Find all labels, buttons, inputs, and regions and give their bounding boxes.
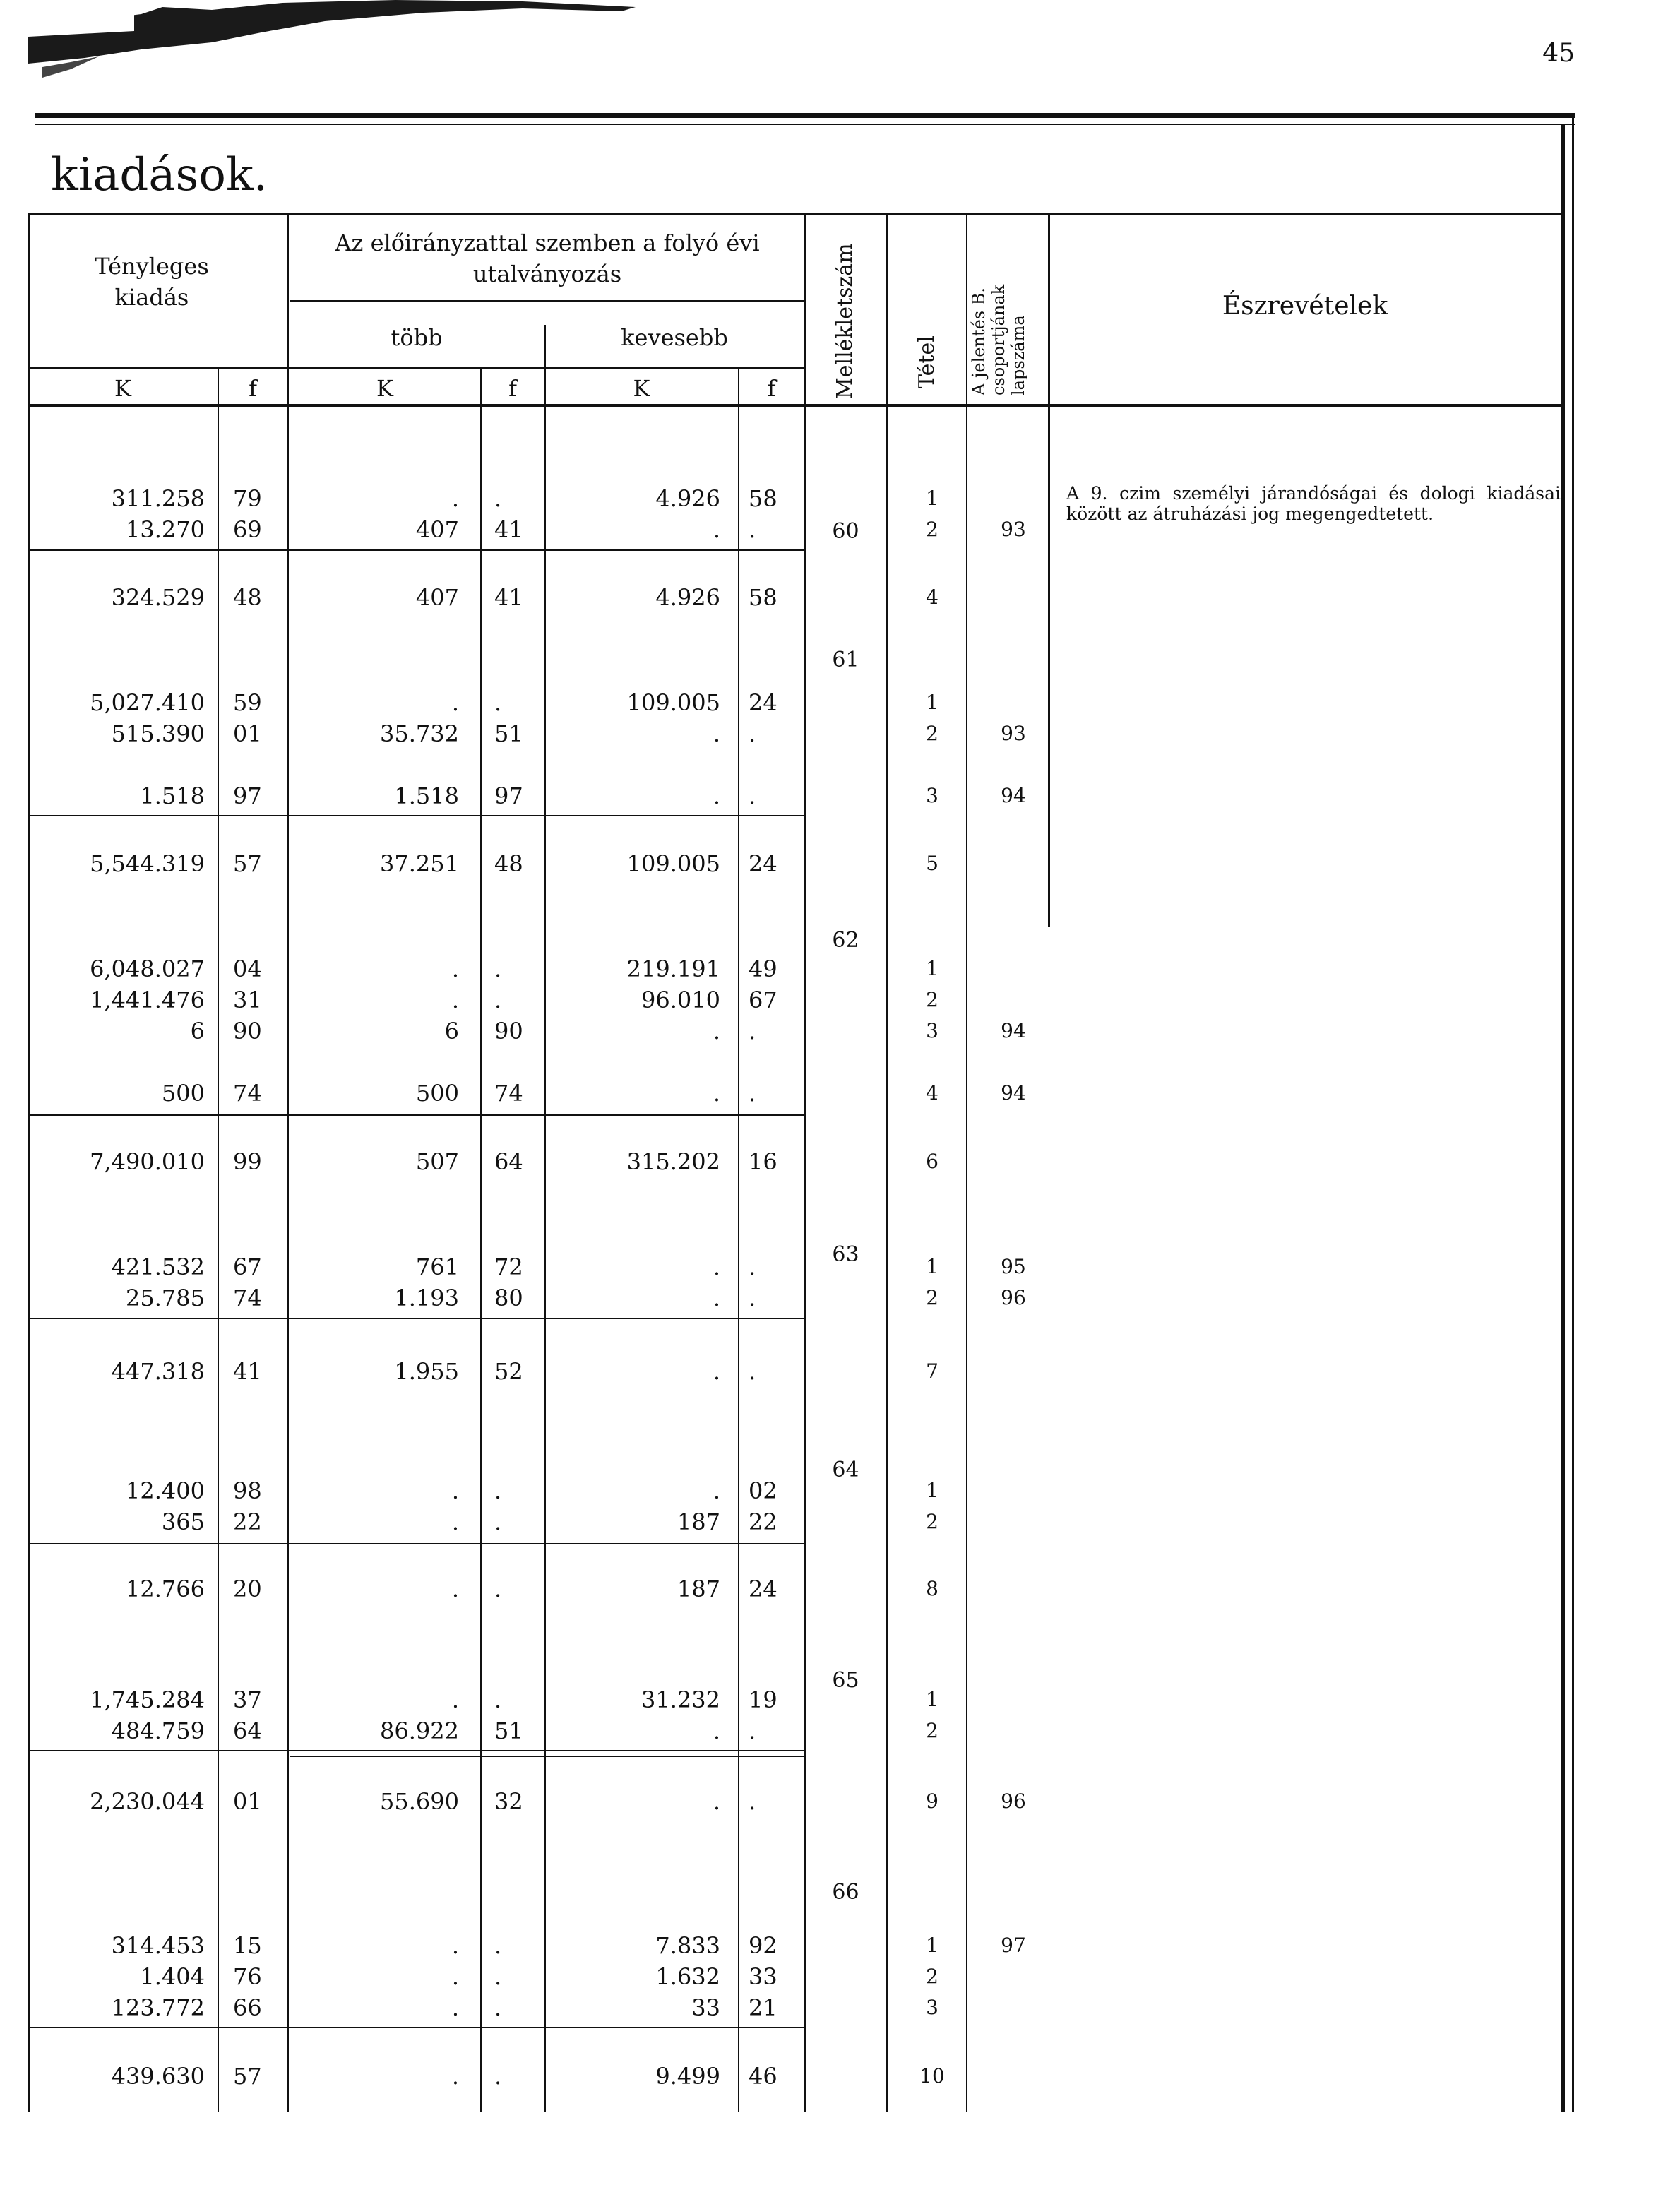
cell-t: 1: [926, 1255, 939, 1278]
unit-k: K: [633, 375, 650, 402]
cell-kk: .: [713, 1254, 720, 1280]
cell-f: 74: [233, 1080, 262, 1107]
cell-tk: .: [451, 1932, 459, 1959]
cell-t: 4: [926, 585, 939, 609]
cell-t: 5: [926, 852, 939, 875]
cell-lap: 93: [1001, 518, 1026, 541]
cell-lap: 97: [1001, 1934, 1026, 1957]
unit-k: K: [114, 375, 131, 402]
cell-kk: .: [713, 1788, 720, 1815]
cell-lap: 94: [1001, 1019, 1026, 1042]
melleklet-number: 63: [832, 1242, 859, 1267]
cell-kf: 19: [749, 1686, 778, 1713]
separator-line-double: [290, 1756, 804, 1757]
cell-k: 13.270: [126, 516, 205, 543]
cell-lap: 93: [1001, 722, 1026, 745]
scan-artifact: [28, 0, 664, 78]
cell-kk: .: [713, 720, 720, 747]
cell-k: 421.532: [111, 1254, 205, 1280]
cell-t: 10: [919, 2064, 945, 2088]
col-line: [544, 325, 546, 2112]
cell-k: 12.400: [126, 1477, 205, 1504]
cell-t: 2: [926, 988, 939, 1011]
cell-kk: .: [713, 1477, 720, 1504]
cell-t: 7: [926, 1359, 939, 1383]
cell-tf: 48: [494, 850, 523, 877]
cell-kk: 1.632: [655, 1963, 720, 1990]
cell-tk: .: [451, 1963, 459, 1990]
cell-t: 2: [926, 518, 939, 541]
cell-f: 66: [233, 1994, 262, 2021]
cell-tk: 37.251: [380, 850, 459, 877]
cell-kk: 4.926: [655, 485, 720, 512]
col-line: [966, 213, 967, 2112]
cell-f: 31: [233, 987, 262, 1013]
cell-f: 15: [233, 1932, 262, 1959]
unit-f: f: [508, 375, 517, 402]
page-title: kiadások.: [51, 149, 268, 201]
cell-t: 2: [926, 1719, 939, 1742]
cell-tf: .: [494, 485, 502, 512]
header-tobb: több: [391, 324, 443, 351]
cell-kk: 33: [691, 1994, 720, 2021]
unit-k: K: [376, 375, 393, 402]
cell-kf: 67: [749, 987, 778, 1013]
cell-f: 01: [233, 720, 262, 747]
header-eszrevetelek: Észrevételek: [1222, 292, 1388, 321]
cell-f: 69: [233, 516, 262, 543]
cell-tf: 41: [494, 584, 523, 611]
cell-t: 1: [926, 691, 939, 714]
cell-kf: 24: [749, 1576, 778, 1602]
cell-f: 57: [233, 2063, 262, 2090]
cell-kf: 33: [749, 1963, 778, 1990]
remark-note: A 9. czim személyi járandóságai és dologi kiadásai között az átruházási jog megengedtetett.: [1066, 483, 1561, 524]
cell-f: 22: [233, 1508, 262, 1535]
cell-lap: 95: [1001, 1255, 1026, 1278]
table-top-rule: [28, 213, 1564, 215]
cell-kk: 96.010: [641, 987, 720, 1013]
cell-t: 3: [926, 1996, 939, 2019]
header-eloiranyzat: Az előirányzattal szemben a folyó évi utalványozás: [335, 230, 760, 287]
cell-kf: .: [749, 1254, 756, 1280]
page-number: 45: [1542, 39, 1575, 68]
cell-tk: 55.690: [380, 1788, 459, 1815]
cell-kf: .: [749, 1788, 756, 1815]
cell-kf: .: [749, 1018, 756, 1044]
col-line: [480, 367, 482, 2112]
cell-k: 123.772: [111, 1994, 205, 2021]
cell-k: 5,544.319: [90, 850, 205, 877]
cell-kf: 46: [749, 2063, 778, 2090]
cell-t: 1: [926, 487, 939, 510]
cell-lap: 96: [1001, 1286, 1026, 1309]
cell-f: 59: [233, 689, 262, 716]
cell-lap: 94: [1001, 784, 1026, 807]
header-jelentes-2: csoportjának: [989, 284, 1008, 395]
cell-k: 515.390: [111, 720, 205, 747]
cell-kf: .: [749, 516, 756, 543]
cell-k: 500: [161, 1080, 205, 1107]
separator-line: [28, 1318, 804, 1319]
cell-tk: 86.922: [380, 1717, 459, 1744]
cell-kf: .: [749, 720, 756, 747]
cell-k: 314.453: [111, 1932, 205, 1959]
cell-f: 41: [233, 1358, 262, 1385]
cell-kk: 315.202: [626, 1148, 720, 1175]
melleklet-number: 66: [832, 1880, 859, 1905]
cell-tk: 407: [415, 516, 459, 543]
cell-t: 8: [926, 1577, 939, 1600]
cell-k: 5,027.410: [90, 689, 205, 716]
cell-kf: 02: [749, 1477, 778, 1504]
cell-kk: .: [713, 782, 720, 809]
cell-k: 1,745.284: [90, 1686, 205, 1713]
melleklet-number: 62: [832, 928, 859, 953]
cell-tf: .: [494, 1963, 502, 1990]
cell-tf: .: [494, 987, 502, 1013]
cell-kk: 219.191: [626, 955, 720, 982]
cell-kf: 21: [749, 1994, 778, 2021]
cell-tf: 90: [494, 1018, 523, 1044]
cell-t: 3: [926, 1019, 939, 1042]
cell-k: 6,048.027: [90, 955, 205, 982]
cell-tk: 1.518: [394, 782, 459, 809]
cell-kf: 24: [749, 689, 778, 716]
cell-k: 1.518: [140, 782, 205, 809]
cell-kf: 58: [749, 485, 778, 512]
cell-kk: .: [713, 1285, 720, 1311]
cell-kk: 109.005: [626, 689, 720, 716]
cell-kk: 4.926: [655, 584, 720, 611]
separator-line: [28, 1750, 804, 1751]
cell-tk: 1.193: [394, 1285, 459, 1311]
cell-kk: 187: [677, 1508, 720, 1535]
cell-k: 25.785: [126, 1285, 205, 1311]
header-bottom-rule: [28, 404, 1564, 407]
cell-kf: .: [749, 782, 756, 809]
cell-k: 311.258: [111, 485, 205, 512]
cell-tk: .: [451, 689, 459, 716]
cell-kf: .: [749, 1358, 756, 1385]
cell-f: 98: [233, 1477, 262, 1504]
header-jelentes-3: lapszáma: [1008, 315, 1028, 395]
cell-kk: 31.232: [641, 1686, 720, 1713]
cell-kf: 58: [749, 584, 778, 611]
col-line: [886, 213, 888, 2112]
cell-t: 2: [926, 722, 939, 745]
header-kevesebb: kevesebb: [621, 324, 728, 351]
cell-k: 324.529: [111, 584, 205, 611]
cell-tk: 507: [415, 1148, 459, 1175]
cell-f: 67: [233, 1254, 262, 1280]
cell-kk: 187: [677, 1576, 720, 1602]
cell-tk: 6: [444, 1018, 459, 1044]
cell-k: 439.630: [111, 2063, 205, 2090]
cell-tk: 761: [415, 1254, 459, 1280]
cell-f: 57: [233, 850, 262, 877]
cell-k: 447.318: [111, 1358, 205, 1385]
right-border-inner: [1572, 113, 1574, 2112]
cell-t: 1: [926, 957, 939, 980]
cell-tk: .: [451, 2063, 459, 2090]
cell-kk: 109.005: [626, 850, 720, 877]
cell-k: 6: [190, 1018, 205, 1044]
cell-tk: 1.955: [394, 1358, 459, 1385]
cell-f: 76: [233, 1963, 262, 1990]
header-tetel: Tétel: [915, 335, 939, 388]
separator-line: [28, 2027, 804, 2028]
cell-kf: .: [749, 1285, 756, 1311]
cell-tf: 72: [494, 1254, 523, 1280]
cell-f: 90: [233, 1018, 262, 1044]
cell-t: 2: [926, 1510, 939, 1533]
header-subline: [28, 367, 804, 369]
cell-k: 484.759: [111, 1717, 205, 1744]
cell-t: 2: [926, 1965, 939, 1988]
cell-tf: 74: [494, 1080, 523, 1107]
cell-f: 48: [233, 584, 262, 611]
cell-f: 99: [233, 1148, 262, 1175]
cell-t: 1: [926, 1479, 939, 1502]
unit-f: f: [249, 375, 257, 402]
col-line: [218, 367, 219, 2112]
cell-f: 97: [233, 782, 262, 809]
cell-kk: .: [713, 1358, 720, 1385]
cell-kf: 49: [749, 955, 778, 982]
cell-tf: .: [494, 1477, 502, 1504]
separator-line: [28, 815, 804, 816]
cell-t: 4: [926, 1081, 939, 1104]
col-line: [738, 367, 739, 2112]
cell-kf: 22: [749, 1508, 778, 1535]
cell-tk: .: [451, 987, 459, 1013]
cell-k: 12.766: [126, 1576, 205, 1602]
cell-tf: .: [494, 1508, 502, 1535]
cell-tf: 52: [494, 1358, 523, 1385]
cell-tf: .: [494, 2063, 502, 2090]
cell-k: 7,490.010: [90, 1148, 205, 1175]
header-melleklet: Mellékletszám: [833, 243, 857, 399]
cell-tk: .: [451, 1508, 459, 1535]
col-line: [804, 213, 806, 2112]
melleklet-number: 64: [832, 1458, 859, 1482]
cell-tk: 500: [415, 1080, 459, 1107]
cell-t: 3: [926, 784, 939, 807]
top-rule-thin: [35, 124, 1575, 125]
cell-t: 6: [926, 1150, 939, 1173]
cell-tf: .: [494, 1686, 502, 1713]
melleklet-number: 65: [832, 1668, 859, 1693]
cell-tk: 35.732: [380, 720, 459, 747]
cell-f: 04: [233, 955, 262, 982]
cell-tk: .: [451, 485, 459, 512]
cell-tf: .: [494, 955, 502, 982]
cell-k: 1,441.476: [90, 987, 205, 1013]
col-line: [28, 213, 30, 2112]
unit-f: f: [767, 375, 776, 402]
cell-kk: .: [713, 1018, 720, 1044]
cell-f: 20: [233, 1576, 262, 1602]
col-line: [287, 213, 289, 2112]
cell-tf: 51: [494, 720, 523, 747]
cell-tk: .: [451, 1994, 459, 2021]
cell-lap: 94: [1001, 1081, 1026, 1104]
cell-t: 1: [926, 1934, 939, 1957]
cell-kf: .: [749, 1080, 756, 1107]
cell-tf: 80: [494, 1285, 523, 1311]
cell-kk: .: [713, 516, 720, 543]
cell-kf: 24: [749, 850, 778, 877]
cell-tf: .: [494, 1932, 502, 1959]
cell-tk: .: [451, 1686, 459, 1713]
separator-line: [28, 1543, 804, 1544]
cell-tf: .: [494, 1994, 502, 2021]
top-rule: [35, 113, 1575, 118]
cell-f: 37: [233, 1686, 262, 1713]
cell-tk: .: [451, 1477, 459, 1504]
cell-f: 74: [233, 1285, 262, 1311]
cell-k: 365: [161, 1508, 205, 1535]
cell-tf: 64: [494, 1148, 523, 1175]
separator-line: [28, 549, 804, 551]
header-jelentes-1: A jelentés B.: [969, 287, 989, 395]
header-tenyleges: Tényleges kiadás: [95, 253, 209, 311]
separator-line: [28, 1114, 804, 1116]
cell-t: 9: [926, 1790, 939, 1813]
cell-f: 79: [233, 485, 262, 512]
cell-tk: .: [451, 1576, 459, 1602]
right-border: [1561, 124, 1565, 2112]
cell-tf: 97: [494, 782, 523, 809]
cell-t: 2: [926, 1286, 939, 1309]
cell-tf: .: [494, 689, 502, 716]
cell-kk: 9.499: [655, 2063, 720, 2090]
cell-kk: 7.833: [655, 1932, 720, 1959]
cell-t: 1: [926, 1688, 939, 1711]
cell-kf: 16: [749, 1148, 778, 1175]
cell-tf: 51: [494, 1717, 523, 1744]
cell-tk: 407: [415, 584, 459, 611]
melleklet-number: 60: [832, 519, 859, 544]
cell-kf: .: [749, 1717, 756, 1744]
cell-kf: 92: [749, 1932, 778, 1959]
cell-k: 2,230.044: [90, 1788, 205, 1815]
cell-f: 64: [233, 1717, 262, 1744]
header-subline: [290, 300, 804, 302]
cell-kk: .: [713, 1717, 720, 1744]
cell-tk: .: [451, 955, 459, 982]
cell-lap: 96: [1001, 1790, 1026, 1813]
cell-tf: .: [494, 1576, 502, 1602]
melleklet-number: 61: [832, 648, 859, 672]
cell-tf: 41: [494, 516, 523, 543]
cell-k: 1.404: [140, 1963, 205, 1990]
cell-kk: .: [713, 1080, 720, 1107]
cell-tf: 32: [494, 1788, 523, 1815]
cell-f: 01: [233, 1788, 262, 1815]
